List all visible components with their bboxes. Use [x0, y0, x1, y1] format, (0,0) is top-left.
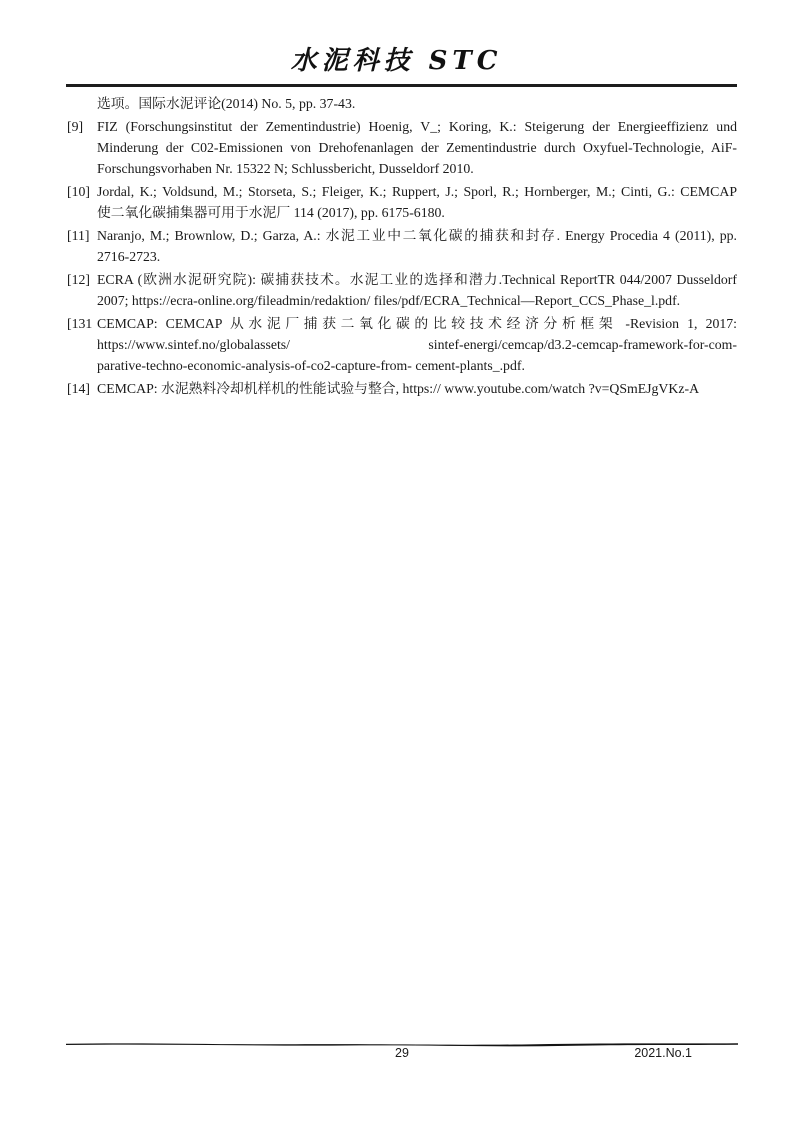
- reference-list: [67, 116, 737, 399]
- reference-item: [67, 116, 737, 179]
- reference-item: [67, 225, 737, 267]
- reference-item: [67, 269, 737, 311]
- reference-text-line: CEMCAP: CEMCAP 从水泥厂捕获二氧化碳的比较技术经济分析框架 -Revision 1, 2017:: [97, 316, 737, 331]
- journal-title: 水泥科技 STC: [290, 46, 503, 76]
- reference-text-line: 使二氧化碳捕集器可用于水泥厂 114 (2017), pp. 6175-6180.: [97, 205, 445, 220]
- reference-label: [9]: [67, 119, 84, 134]
- reference-text-line: Forschungsvorhaben Nr. 15322 N; Schlussbericht, Dusseldorf 2010.: [97, 161, 474, 176]
- reference-label: [10]: [67, 184, 90, 199]
- reference-item: [67, 378, 737, 399]
- reference-label: [14]: [67, 381, 90, 396]
- reference-text-line: https://www.sintef.no/globalassets/ sintef-energi/cemcap/d3.2-cemcap-framework-for-com-: [97, 337, 737, 352]
- reference-text: [97, 225, 737, 267]
- reference-continuation-line: 选项。国际水泥评论(2014) No. 5, pp. 37-43.: [97, 96, 356, 111]
- references-section: [67, 93, 737, 401]
- reference-item: [67, 313, 737, 376]
- reference-text-line: parative-techno-economic-analysis-of-co2-capture-from- cement-plants_.pdf.: [97, 358, 525, 373]
- reference-item: [67, 181, 737, 223]
- reference-text: [97, 269, 737, 311]
- footer: [66, 1046, 738, 1064]
- reference-label: [131: [67, 316, 93, 331]
- reference-text-line: CEMCAP: 水泥熟料冷却机样机的性能试验与整合, https:// www.youtube.com/watch ?v=QSmEJgVKz-A: [97, 381, 700, 396]
- issue-number: 2021.No.1: [634, 1046, 692, 1060]
- page-number: 29: [395, 1046, 409, 1060]
- reference-text-line: Naranjo, M.; Brownlow, D.; Garza, A.: 水泥工业中二氧化碳的捕获和封存. Energy Procedia 4 (2011), pp.: [97, 228, 737, 243]
- header-rule: [66, 84, 737, 87]
- reference-text: [97, 116, 737, 179]
- reference-label: [11]: [67, 228, 90, 243]
- reference-text-line: FIZ (Forschungsinstitut der Zementindustrie) Hoenig, V_; Koring, K.: Steigerung der Energieeffizienz und: [97, 119, 737, 134]
- reference-text-line: 2716-2723.: [97, 249, 161, 264]
- reference-text-line: Minderung der C02-Emissionen von Drehofenanlagen der Zementindustrie durch Oxyfuel-Technologie, AiF-: [97, 140, 737, 155]
- reference-text: [97, 378, 737, 399]
- reference-text: [97, 181, 737, 223]
- reference-text-line: ECRA (欧洲水泥研究院): 碳捕获技术。水泥工业的选择和潜力.Technical ReportTR 044/2007 Dusseldorf: [97, 272, 737, 287]
- reference-label: [12]: [67, 272, 90, 287]
- reference-text-line: Jordal, K.; Voldsund, M.; Storseta, S.; Fleiger, K.; Ruppert, J.; Sporl, R.; Hornberger, M.; Cinti, G.: CEMCAP: [97, 184, 737, 199]
- reference-text: [97, 313, 737, 376]
- footer-rule: [66, 1036, 738, 1045]
- reference-text-line: 2007; https://ecra-online.org/fileadmin/redaktion/ files/pdf/ECRA_Technical—Report_CCS_Phase_l.pdf.: [97, 293, 681, 308]
